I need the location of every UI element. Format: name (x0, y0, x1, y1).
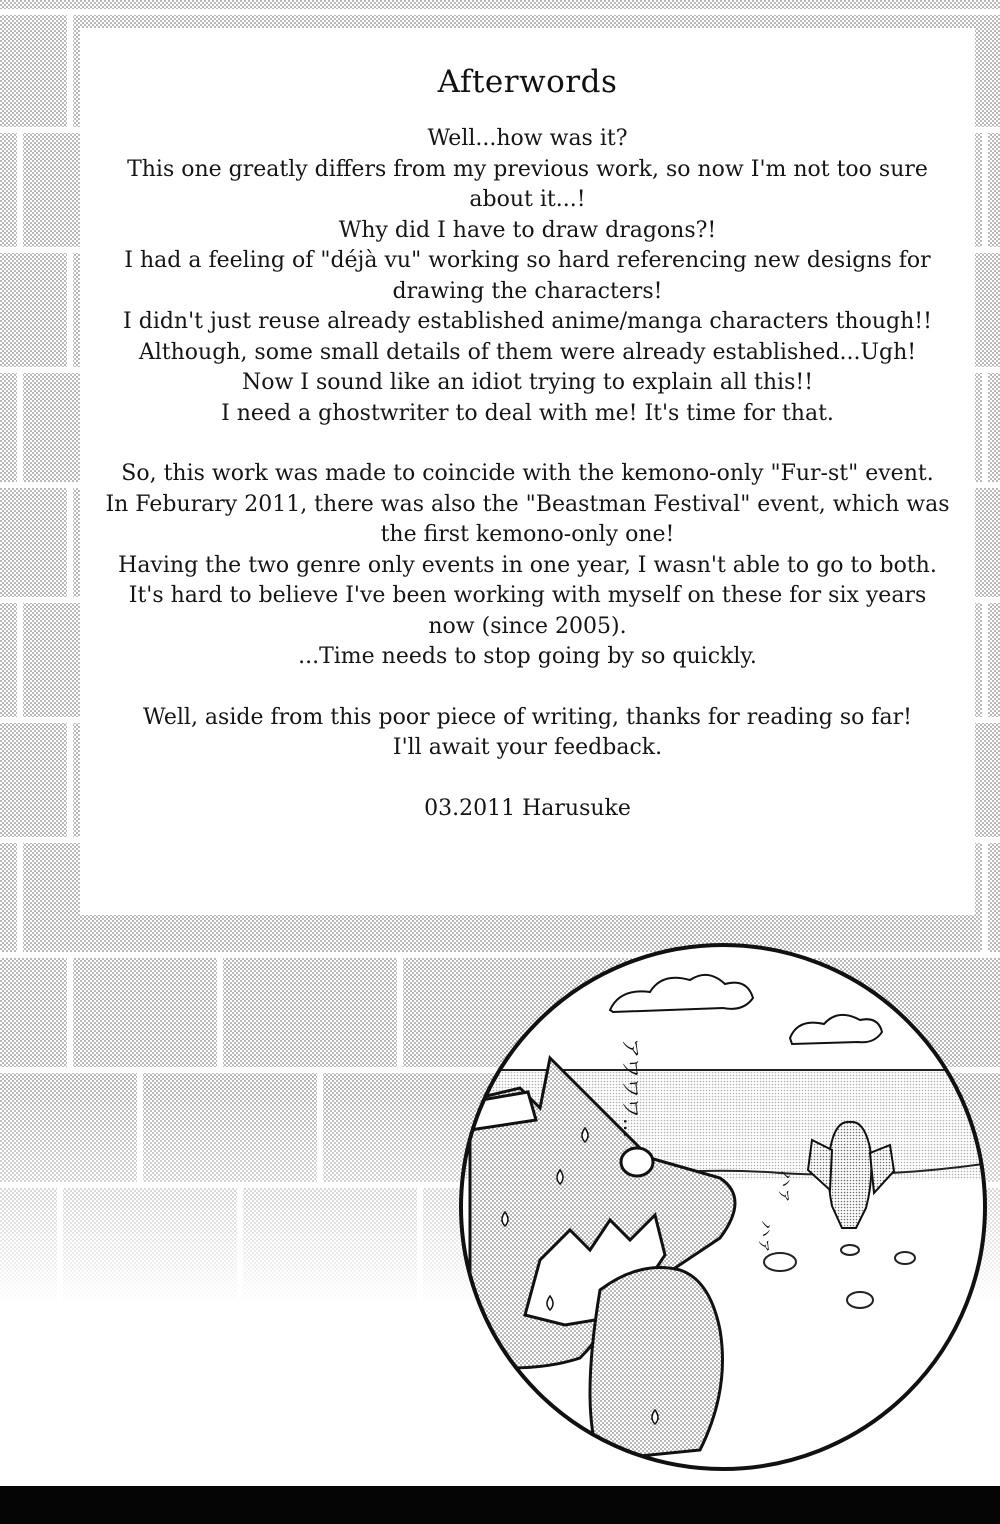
sfx-left: アワワワ… (619, 1038, 643, 1138)
scan-bottom-edge (0, 1486, 1000, 1524)
text-line: Why did I have to draw dragons?! (338, 217, 717, 243)
text-line: Although, some small details of them were already established...Ugh! (138, 339, 917, 365)
text-line: ...Time needs to stop going by so quickly. (298, 644, 757, 669)
text-line: the first kemono-only one! (380, 522, 675, 547)
signature-block (80, 794, 975, 825)
text-line: Well...how was it? (427, 126, 628, 151)
text-line: now (since 2005). (428, 613, 627, 639)
paragraph-1 (80, 124, 975, 429)
sfx-right-top: ハァ (775, 1170, 795, 1204)
text-line: about it...! (469, 187, 586, 212)
text-line: This one greatly differs from my previous work, so now I'm not too sure (127, 156, 928, 182)
text-line: I had a feeling of "déjà vu" working so hard referencing new designs for (124, 248, 931, 273)
signature: 03.2011 Harusuke (424, 795, 631, 821)
afterwords-content (80, 28, 975, 854)
text-line: It's hard to believe I've been working with myself on these for six years (128, 583, 927, 608)
text-line: Having the two genre only events in one year, I wasn't able to go to both. (118, 552, 937, 578)
text-line: Well, aside from this poor piece of writing, thanks for reading so far! (143, 704, 912, 730)
text-line: So, this work was made to coincide with the kemono-only "Fur-st" event. (121, 461, 934, 486)
afterwords-panel (80, 28, 975, 915)
paragraph-3 (80, 703, 975, 764)
text-line: I need a ghostwriter to deal with me! It's time for that. (221, 400, 834, 426)
text-line: I'll await your feedback. (392, 735, 663, 760)
sfx-right-bottom: ハァ (755, 1220, 775, 1254)
text-line: In Feburary 2011, there was also the "Beastman Festival" event, which was (105, 491, 950, 517)
text-line: Now I sound like an idiot trying to explain all this!! (241, 370, 814, 395)
text-line: I didn't just reuse already established anime/manga characters though!! (123, 309, 932, 334)
text-line: drawing the characters! (392, 278, 663, 304)
afterwords-title: Afterwords (437, 64, 618, 100)
paragraph-2 (80, 459, 975, 673)
